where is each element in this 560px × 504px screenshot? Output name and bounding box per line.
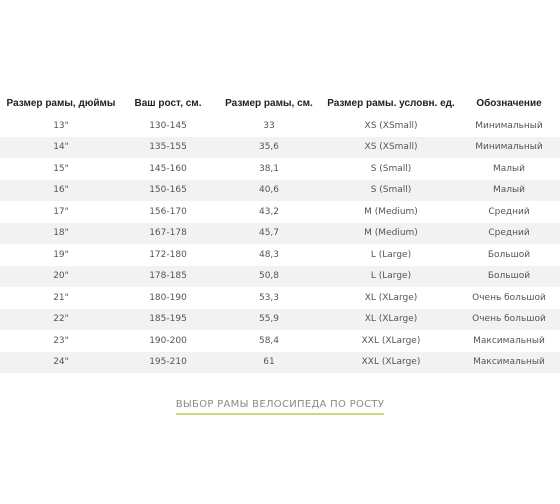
cell-designation: Малый [458,180,560,202]
cell-designation: Минимальный [458,115,560,137]
cell-designation: Максимальный [458,330,560,352]
cell-units: L (Large) [324,266,458,288]
cell-designation: Очень большой [458,309,560,331]
cell-cm: 38,1 [214,158,324,180]
caption-text: ВЫБОР РАМЫ ВЕЛОСИПЕДА ПО РОСТУ [176,399,384,415]
cell-units: XXL (XLarge) [324,352,458,374]
header-frame-size-inches: Размер рамы, дюймы [6,97,116,109]
table-row [0,115,560,137]
cell-cm: 45,7 [214,223,324,245]
cell-inches: 22" [0,309,122,331]
table-row [0,244,560,266]
table-row [0,180,560,202]
cell-units: M (Medium) [324,201,458,223]
cell-height: 150-165 [122,180,214,202]
cell-inches: 19" [0,244,122,266]
table-row [0,223,560,245]
cell-cm: 53,3 [214,287,324,309]
cell-cm: 40,6 [214,180,324,202]
header-height-cm: Ваш рост, см. [134,97,202,109]
cell-designation: Малый [458,158,560,180]
cell-cm: 55,9 [214,309,324,331]
cell-cm: 35,6 [214,137,324,159]
cell-height: 167-178 [122,223,214,245]
cell-cm: 43,2 [214,201,324,223]
cell-units: XXL (XLarge) [324,330,458,352]
table-header-row [0,91,560,115]
table-row [0,352,560,374]
cell-cm: 58,4 [214,330,324,352]
cell-designation: Средний [458,223,560,245]
cell-height: 185-195 [122,309,214,331]
cell-inches: 24" [0,352,122,374]
cell-designation: Очень большой [458,287,560,309]
table-row [0,330,560,352]
cell-height: 135-155 [122,137,214,159]
cell-cm: 48,3 [214,244,324,266]
cell-inches: 16" [0,180,122,202]
cell-designation: Минимальный [458,137,560,159]
table-row [0,309,560,331]
cell-inches: 18" [0,223,122,245]
cell-height: 130-145 [122,115,214,137]
frame-size-table [0,91,560,373]
cell-units: L (Large) [324,244,458,266]
table-row [0,266,560,288]
cell-units: M (Medium) [324,223,458,245]
header-frame-size-cm: Размер рамы, см. [225,97,313,109]
cell-designation: Средний [458,201,560,223]
cell-designation: Большой [458,244,560,266]
caption-container [0,394,560,415]
cell-designation: Большой [458,266,560,288]
table-row [0,287,560,309]
cell-height: 190-200 [122,330,214,352]
frame-size-table-container [0,91,560,373]
header-designation: Обозначение [476,97,542,109]
cell-inches: 20" [0,266,122,288]
table-row [0,158,560,180]
table-row [0,137,560,159]
cell-height: 178-185 [122,266,214,288]
cell-units: XL (XLarge) [324,309,458,331]
cell-inches: 23" [0,330,122,352]
cell-cm: 50,8 [214,266,324,288]
cell-height: 195-210 [122,352,214,374]
cell-designation: Максимальный [458,352,560,374]
cell-cm: 33 [214,115,324,137]
table-row [0,201,560,223]
cell-height: 172-180 [122,244,214,266]
cell-inches: 14" [0,137,122,159]
cell-cm: 61 [214,352,324,374]
cell-units: XS (XSmall) [324,115,458,137]
cell-units: XL (XLarge) [324,287,458,309]
cell-height: 156-170 [122,201,214,223]
header-frame-size-units: Размер рамы. условн. ед. [327,97,455,109]
cell-inches: 17" [0,201,122,223]
cell-inches: 21" [0,287,122,309]
cell-inches: 15" [0,158,122,180]
cell-height: 180-190 [122,287,214,309]
cell-units: S (Small) [324,158,458,180]
cell-height: 145-160 [122,158,214,180]
cell-units: S (Small) [324,180,458,202]
cell-units: XS (XSmall) [324,137,458,159]
cell-inches: 13" [0,115,122,137]
